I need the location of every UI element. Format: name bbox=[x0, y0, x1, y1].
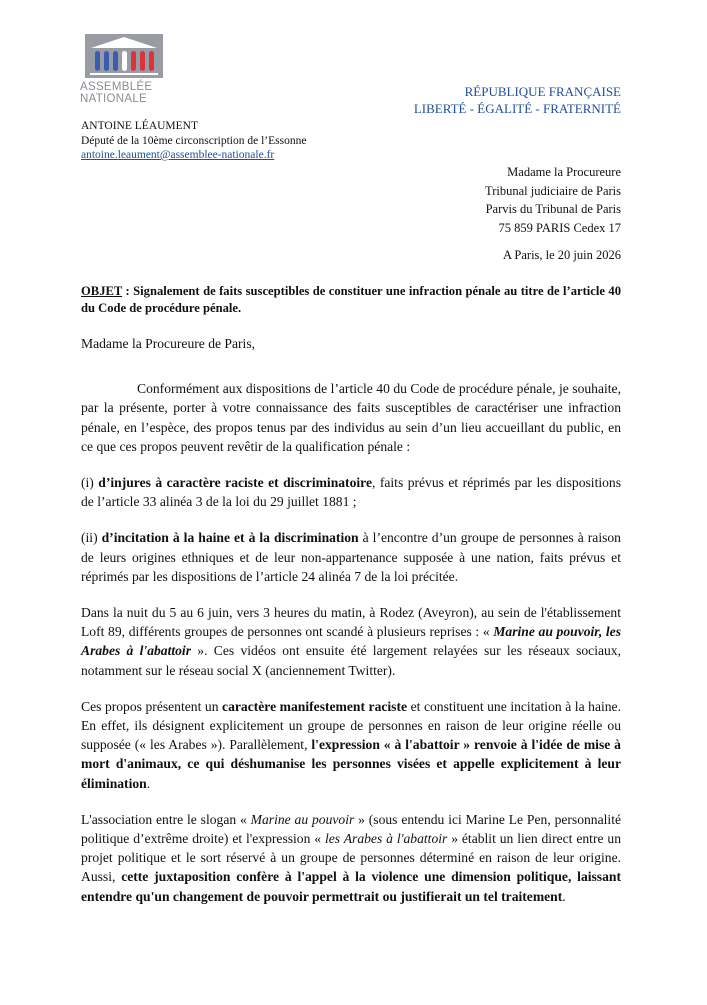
republic-title: RÉPUBLIQUE FRANÇAISE bbox=[464, 84, 621, 99]
item-bold: d’injures à caractère raciste et discriminatoire bbox=[98, 475, 372, 491]
assemblee-nationale-logo bbox=[80, 34, 170, 105]
item-bold: d’incitation à la haine et à la discrimination bbox=[101, 530, 359, 546]
facts-paragraph bbox=[81, 603, 621, 680]
letter-date: A Paris, le 20 juin 2026 bbox=[502, 248, 621, 262]
republic-motto: LIBERTÉ - ÉGALITÉ - FRATERNITÉ bbox=[413, 101, 621, 116]
sender-email-link[interactable]: antoine.leaument@assemblee-nationale.fr bbox=[81, 149, 275, 161]
slogan-text: » établit un lien direct entre un projet politique et le sort réservé à un groupe de personnes déterminé en raison de leur origine. Aussi, bbox=[81, 831, 621, 885]
slogan-bold: cette juxtaposition confère à l'appel à la violence une dimension politique, laissant entendre qu'un changement de pouvoir permettrait ou justifierait un tel traitement bbox=[81, 869, 621, 904]
sender-block bbox=[81, 119, 306, 163]
slogan-italic: Marine au pouvoir bbox=[250, 811, 355, 827]
recipient-block bbox=[485, 163, 621, 237]
facts-text: Dans la nuit du 5 au 6 juin, vers 3 heures du matin, à Rodez (Aveyron), au sein de l'établissement Loft 89, différents groupes de personnes ont scandé à plusieurs reprises : « bbox=[81, 605, 621, 640]
hemicycle-icon bbox=[85, 34, 163, 78]
analysis-text: . bbox=[146, 775, 151, 791]
item-number: (ii) bbox=[81, 530, 102, 546]
subject-line bbox=[81, 283, 621, 317]
offense-item-1 bbox=[81, 473, 621, 511]
slogan-text: » (sous entendu ici Marine Le Pen, personnalité politique d’extrême droite) et l'expression « bbox=[81, 811, 622, 847]
offense-item-2 bbox=[81, 528, 621, 586]
slogan-text: . bbox=[562, 888, 566, 904]
analysis-bold: l'expression « à l'abattoir » renvoie à l'idée de mise à mort d'animaux, ce qui déshumanise les personnes visées et appelle explicitement à leur élimination bbox=[81, 737, 621, 791]
intro-paragraph: Conformément aux dispositions de l’article 40 du Code de procédure pénale, je souhaite, par la présente, porter à votre connaissance des faits susceptibles de caractériser une infraction pénale, en l’espèce, des propos tenus par des individus au sein d’un lieu accueillant du public, en ce que ces propos peuvent revêtir de la qualification pénale : bbox=[81, 381, 621, 454]
sender-name: ANTOINE LÉAUMENT bbox=[81, 120, 199, 132]
slogan-paragraph bbox=[81, 810, 621, 906]
recipient-line3: Parvis du Tribunal de Paris bbox=[485, 202, 621, 216]
analysis-text: Ces propos présentent un bbox=[81, 698, 223, 714]
recipient-line2: Tribunal judiciaire de Paris bbox=[485, 183, 621, 198]
slogan-quote: Marine au pouvoir, les Arabes à l'abattoir bbox=[81, 624, 621, 659]
facts-text: ». Ces vidéos ont ensuite été largement relayées sur les réseaux sociaux, notamment sur le réseau social X (anciennement Twitter). bbox=[81, 643, 622, 678]
recipient-line1: Madame la Procureure bbox=[507, 165, 621, 179]
slogan-italic: les Arabes à l'abattoir bbox=[324, 831, 448, 847]
item-text: à l’encontre d’un groupe de personnes à raison de leurs origines ethniques et de leur non-appartenance supposée à une nation, faits prévus et réprimés par les dispositions de l’article 24 alinéa 7 de la loi précitée. bbox=[81, 530, 621, 584]
analysis-bold: caractère manifestement raciste bbox=[222, 698, 408, 714]
item-number: (i) bbox=[81, 475, 99, 491]
slogan-text: L'association entre le slogan « bbox=[81, 811, 251, 827]
sender-title: Député de la 10ème circonscription de l’Essonne bbox=[81, 134, 307, 147]
letter-body bbox=[81, 283, 621, 923]
item-text: , faits prévus et réprimés par les dispositions de l’article 33 alinéa 3 de la loi du 29 juillet 1881 ; bbox=[81, 475, 622, 510]
subject-label: OBJET bbox=[81, 284, 123, 298]
analysis-text: et constituent une incitation à la haine. En effet, ils désignent explicitement un groupe de personnes en raison de leur origine réelle ou supposée (« les Arabes »). Parallèlement, bbox=[81, 698, 621, 753]
logo-line2: NATIONALE bbox=[80, 93, 148, 105]
subject-text: : Signalement de faits susceptibles de constituer une infraction pénale au titre de l’article 40 du Code de procédure pénale. bbox=[81, 284, 621, 315]
republic-header bbox=[414, 83, 621, 117]
logo-text bbox=[80, 81, 170, 105]
salutation: Madame la Procureure de Paris, bbox=[81, 336, 256, 351]
logo-line1: ASSEMBLÉE bbox=[80, 81, 153, 93]
recipient-line4: 75 859 PARIS Cedex 17 bbox=[498, 220, 621, 235]
analysis-paragraph bbox=[81, 697, 621, 793]
